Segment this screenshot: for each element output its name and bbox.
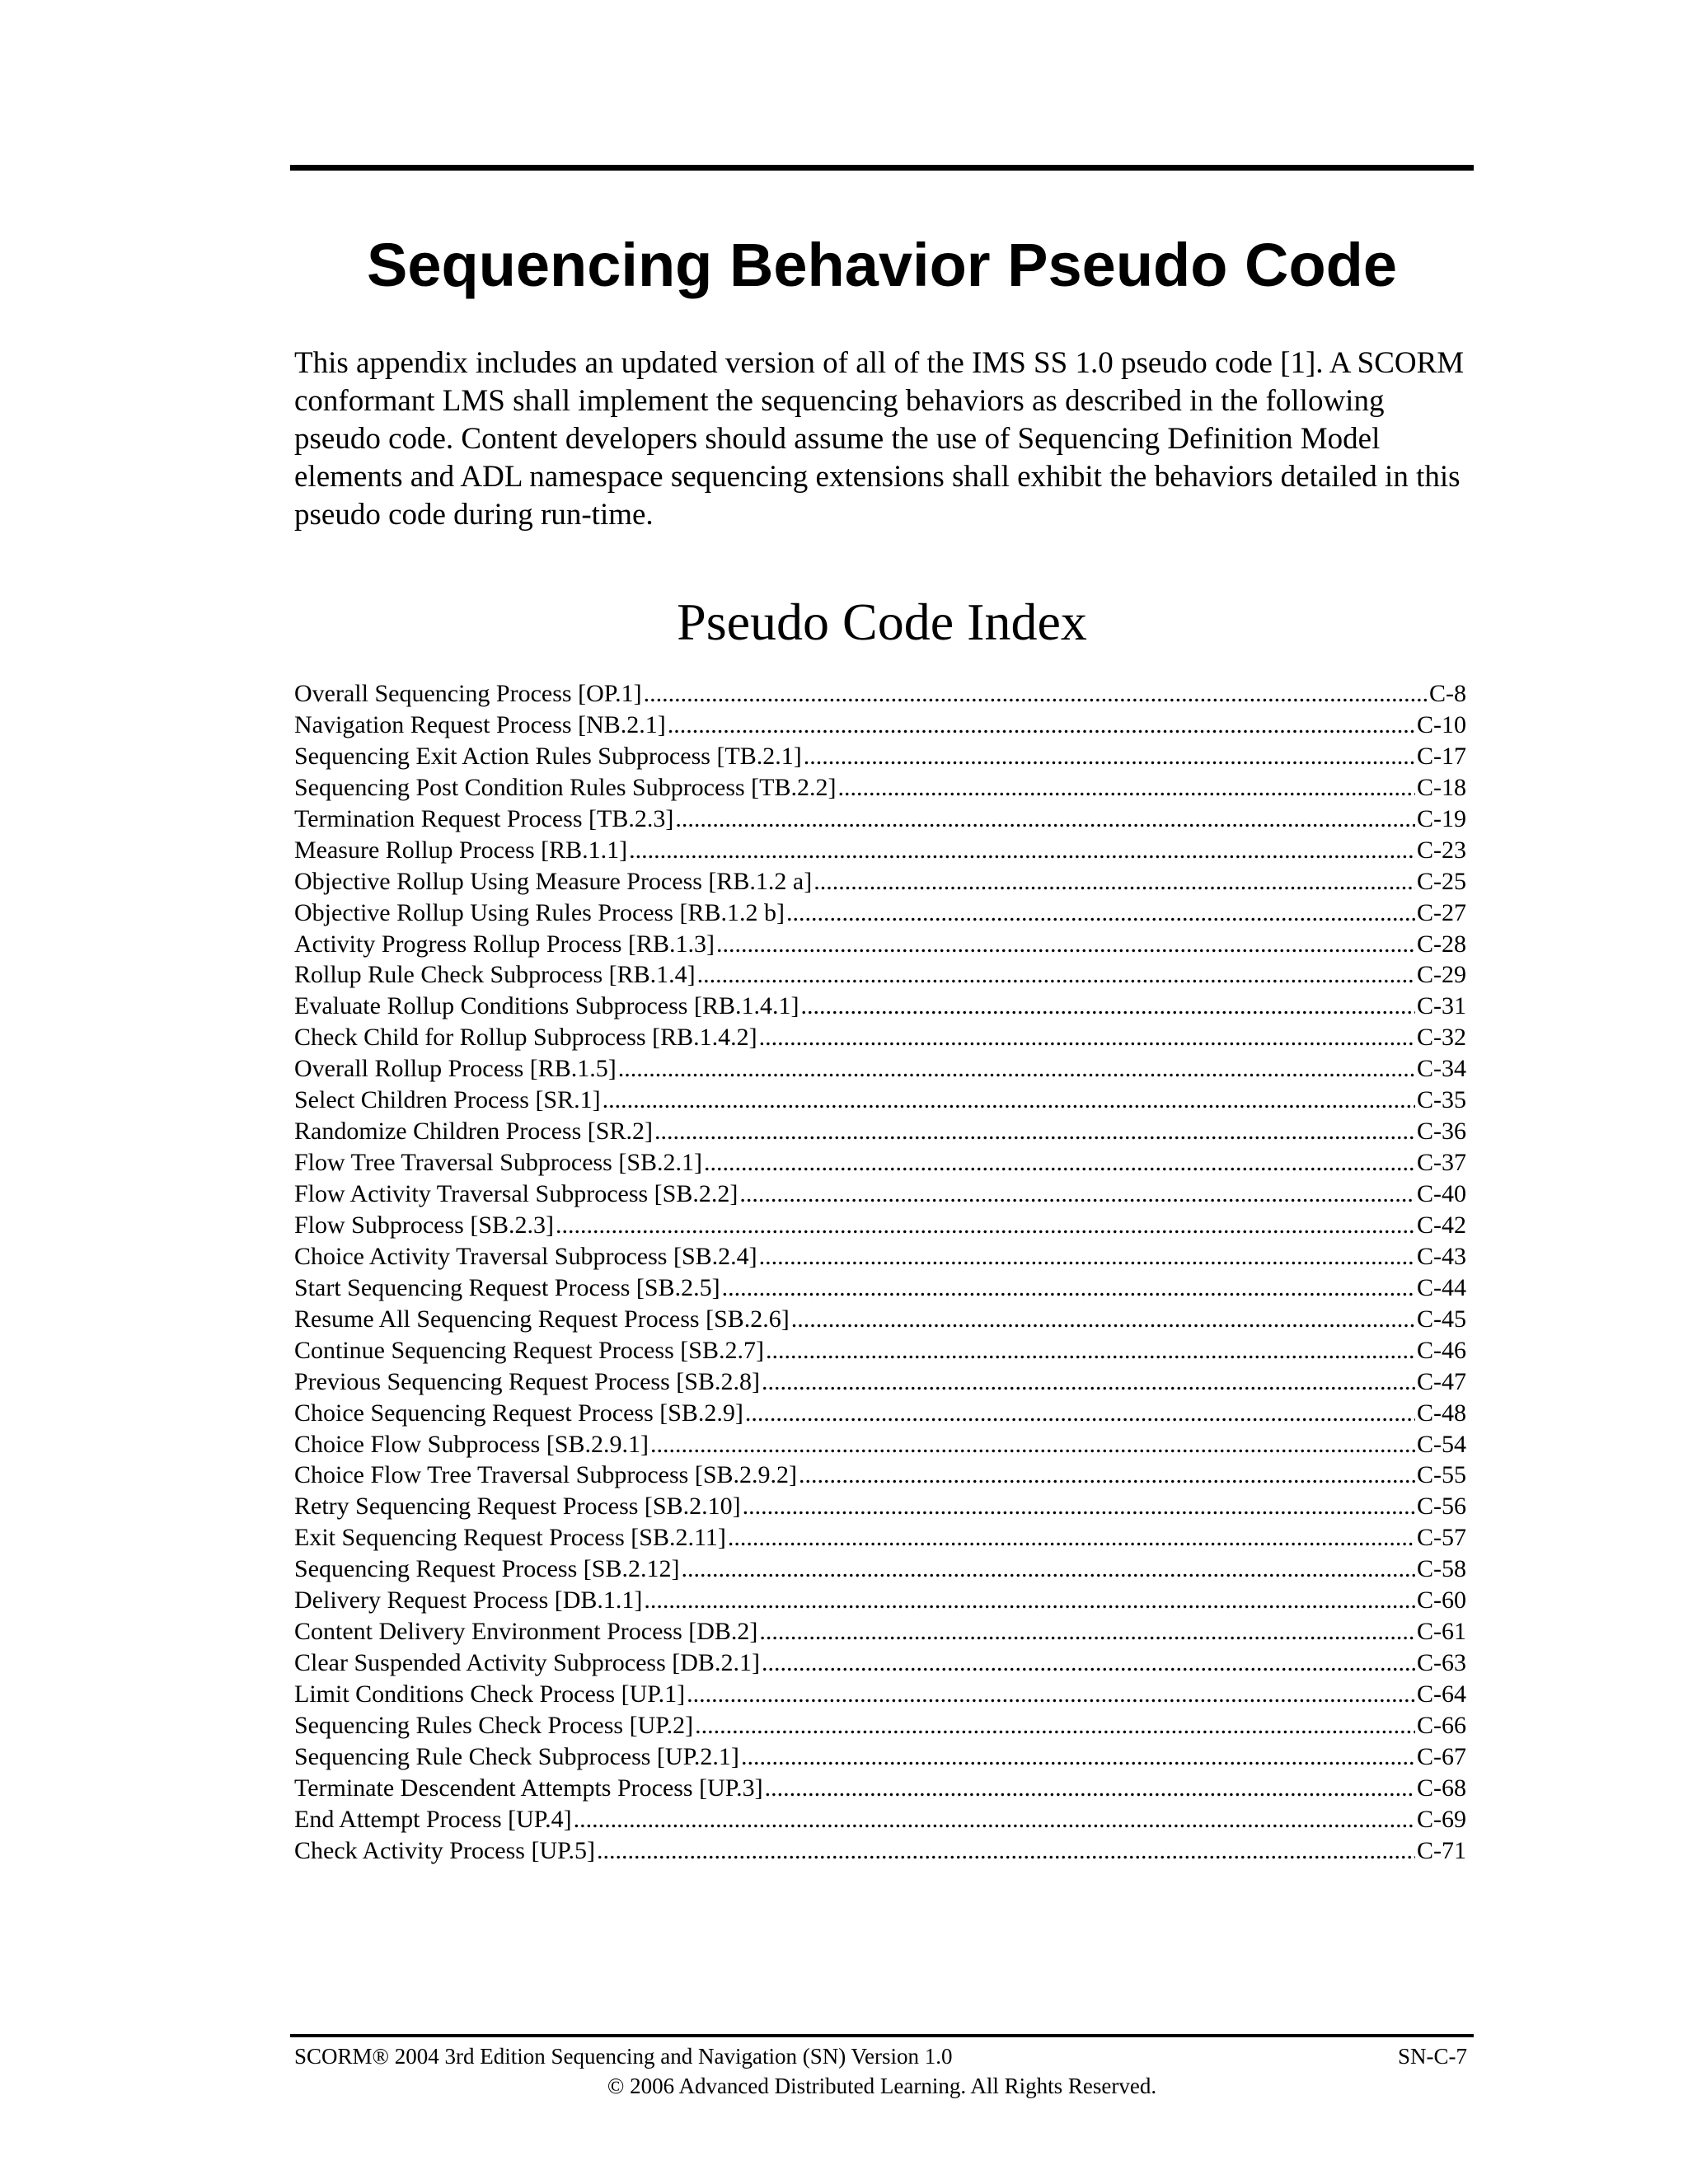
- toc-entry[interactable]: [294, 1022, 1466, 1053]
- toc-entry-title: Exit Sequencing Request Process [SB.2.11]: [294, 1524, 726, 1552]
- toc-entry-title: Retry Sequencing Request Process [SB.2.10]: [294, 1493, 741, 1521]
- toc-entry[interactable]: [294, 1429, 1466, 1460]
- toc-dot-leader: [668, 710, 1415, 741]
- toc-entry-page: C-54: [1417, 1430, 1466, 1458]
- toc-dot-leader: [800, 991, 1415, 1022]
- toc-dot-leader: [675, 804, 1415, 835]
- pseudo-code-index: [294, 678, 1466, 1867]
- toc-entry-title: Choice Flow Subprocess [SB.2.9.1]: [294, 1430, 649, 1458]
- toc-entry[interactable]: [294, 959, 1466, 991]
- toc-entry[interactable]: [294, 1241, 1466, 1272]
- toc-entry-title: Choice Flow Tree Traversal Subprocess [SB.2.9.2]: [294, 1461, 798, 1489]
- toc-entry-page: C-17: [1417, 742, 1466, 770]
- toc-entry-page: C-31: [1417, 992, 1466, 1020]
- toc-entry-title: Choice Activity Traversal Subprocess [SB.2.4]: [294, 1242, 757, 1270]
- toc-entry-title: Previous Sequencing Request Process [SB.2.8]: [294, 1367, 760, 1395]
- toc-dot-leader: [556, 1210, 1415, 1241]
- toc-entry-page: C-58: [1417, 1555, 1466, 1583]
- toc-entry[interactable]: [294, 1554, 1466, 1585]
- toc-entry[interactable]: [294, 1773, 1466, 1804]
- toc-entry-title: Sequencing Exit Action Rules Subprocess [TB.2.1]: [294, 742, 802, 770]
- toc-dot-leader: [799, 1460, 1415, 1491]
- toc-dot-leader: [739, 1179, 1415, 1210]
- toc-entry-title: Resume All Sequencing Request Process [SB.2.6]: [294, 1305, 790, 1333]
- toc-entry-title: Choice Sequencing Request Process [SB.2.9]: [294, 1399, 743, 1427]
- toc-entry-page: C-48: [1417, 1399, 1466, 1427]
- toc-dot-leader: [791, 1304, 1415, 1335]
- toc-entry-title: Clear Suspended Activity Subprocess [DB.2.1]: [294, 1649, 760, 1677]
- toc-entry[interactable]: [294, 804, 1466, 835]
- toc-entry-title: Evaluate Rollup Conditions Subprocess [RB.1.4.1]: [294, 992, 799, 1020]
- toc-entry-title: Check Child for Rollup Subprocess [RB.1.4.2]: [294, 1024, 757, 1052]
- toc-entry[interactable]: [294, 772, 1466, 804]
- toc-entry-page: C-36: [1417, 1118, 1466, 1146]
- toc-entry-title: Content Delivery Environment Process [DB.2]: [294, 1618, 758, 1646]
- toc-entry[interactable]: [294, 1335, 1466, 1366]
- toc-dot-leader: [814, 866, 1415, 898]
- toc-dot-leader: [704, 1147, 1415, 1179]
- toc-entry[interactable]: [294, 866, 1466, 898]
- toc-entry-page: C-34: [1417, 1055, 1466, 1083]
- toc-entry-title: Check Activity Process [UP.5]: [294, 1836, 595, 1864]
- toc-entry[interactable]: [294, 1741, 1466, 1773]
- toc-entry-title: Sequencing Rules Check Process [UP.2]: [294, 1711, 694, 1739]
- footer-page-number: SN-C-7: [1397, 2044, 1467, 2069]
- toc-entry-title: Sequencing Rule Check Subprocess [UP.2.1]: [294, 1742, 739, 1770]
- toc-dot-leader: [654, 1116, 1415, 1147]
- toc-entry-page: C-66: [1417, 1711, 1466, 1739]
- toc-entry-title: Flow Activity Traversal Subprocess [SB.2.2]: [294, 1180, 738, 1207]
- toc-dot-leader: [759, 1616, 1415, 1647]
- toc-dot-leader: [629, 835, 1415, 866]
- toc-dot-leader: [728, 1522, 1415, 1554]
- toc-entry-title: Delivery Request Process [DB.1.1]: [294, 1586, 643, 1615]
- toc-dot-leader: [597, 1835, 1415, 1867]
- toc-entry-page: C-67: [1417, 1742, 1466, 1770]
- toc-entry-title: End Attempt Process [UP.4]: [294, 1805, 572, 1833]
- footer-document-title: SCORM® 2004 3rd Edition Sequencing and Navigation (SN) Version 1.0: [294, 2044, 953, 2069]
- toc-dot-leader: [644, 678, 1428, 710]
- toc-entry-title: Rollup Rule Check Subprocess [RB.1.4]: [294, 961, 696, 989]
- toc-dot-leader: [837, 772, 1415, 804]
- toc-entry[interactable]: [294, 1179, 1466, 1210]
- toc-entry[interactable]: [294, 710, 1466, 741]
- top-rule: [290, 165, 1474, 171]
- toc-entry-title: Overall Sequencing Process [OP.1]: [294, 680, 642, 707]
- toc-entry-title: Termination Request Process [TB.2.3]: [294, 804, 674, 832]
- toc-dot-leader: [765, 1773, 1415, 1804]
- toc-dot-leader: [722, 1272, 1415, 1304]
- toc-entry-page: C-27: [1417, 898, 1466, 926]
- toc-entry[interactable]: [294, 1304, 1466, 1335]
- toc-dot-leader: [681, 1554, 1415, 1585]
- toc-dot-leader: [697, 959, 1415, 991]
- toc-dot-leader: [743, 1491, 1415, 1522]
- toc-entry[interactable]: [294, 1522, 1466, 1554]
- toc-entry-title: Start Sequencing Request Process [SB.2.5]: [294, 1273, 720, 1301]
- index-heading: Pseudo Code Index: [677, 593, 1087, 651]
- toc-entry-page: C-8: [1429, 680, 1466, 707]
- toc-entry[interactable]: [294, 1116, 1466, 1147]
- toc-entry[interactable]: [294, 1053, 1466, 1085]
- toc-dot-leader: [762, 1366, 1415, 1398]
- toc-entry-title: Randomize Children Process [SR.2]: [294, 1118, 653, 1146]
- toc-entry[interactable]: [294, 1272, 1466, 1304]
- toc-entry[interactable]: [294, 835, 1466, 866]
- toc-entry-page: C-44: [1417, 1273, 1466, 1301]
- toc-entry-page: C-63: [1417, 1649, 1466, 1677]
- toc-entry-page: C-61: [1417, 1618, 1466, 1646]
- toc-dot-leader: [804, 741, 1415, 772]
- toc-entry-page: C-56: [1417, 1493, 1466, 1521]
- toc-entry-page: C-37: [1417, 1149, 1466, 1177]
- toc-entry-title: Continue Sequencing Request Process [SB.2.7]: [294, 1336, 764, 1364]
- toc-entry-title: Measure Rollup Process [RB.1.1]: [294, 836, 628, 864]
- toc-dot-leader: [687, 1679, 1415, 1710]
- toc-entry[interactable]: [294, 1147, 1466, 1179]
- toc-dot-leader: [695, 1710, 1415, 1741]
- toc-entry-page: C-40: [1417, 1180, 1466, 1207]
- toc-dot-leader: [716, 929, 1415, 960]
- toc-entry-page: C-29: [1417, 961, 1466, 989]
- toc-entry[interactable]: [294, 741, 1466, 772]
- toc-entry-title: Objective Rollup Using Measure Process [RB.1.2 a]: [294, 867, 813, 895]
- toc-entry-title: Overall Rollup Process [RB.1.5]: [294, 1055, 617, 1083]
- toc-dot-leader: [618, 1053, 1415, 1085]
- toc-entry-page: C-19: [1417, 804, 1466, 832]
- toc-entry-page: C-43: [1417, 1242, 1466, 1270]
- toc-entry-title: Sequencing Request Process [SB.2.12]: [294, 1555, 680, 1583]
- toc-entry-page: C-46: [1417, 1336, 1466, 1364]
- toc-entry[interactable]: [294, 1085, 1466, 1116]
- toc-entry-page: C-71: [1417, 1836, 1466, 1864]
- toc-dot-leader: [762, 1647, 1415, 1679]
- toc-entry-page: C-45: [1417, 1305, 1466, 1333]
- toc-entry[interactable]: [294, 1647, 1466, 1679]
- toc-entry-title: Limit Conditions Check Process [UP.1]: [294, 1680, 686, 1708]
- toc-entry-page: C-32: [1417, 1024, 1466, 1052]
- footer-rule: [290, 2034, 1474, 2037]
- toc-entry[interactable]: [294, 1210, 1466, 1241]
- toc-dot-leader: [650, 1429, 1415, 1460]
- toc-entry[interactable]: [294, 898, 1466, 929]
- toc-entry[interactable]: [294, 1804, 1466, 1835]
- toc-entry-title: Select Children Process [SR.1]: [294, 1086, 601, 1114]
- toc-entry[interactable]: [294, 1366, 1466, 1398]
- toc-entry-page: C-69: [1417, 1805, 1466, 1833]
- toc-entry[interactable]: [294, 1679, 1466, 1710]
- toc-entry-page: C-28: [1417, 930, 1466, 958]
- toc-entry-title: Objective Rollup Using Rules Process [RB.1.2 b]: [294, 898, 785, 926]
- toc-entry-title: Sequencing Post Condition Rules Subprocess [TB.2.2]: [294, 773, 837, 801]
- toc-entry[interactable]: [294, 1710, 1466, 1741]
- toc-entry-page: C-10: [1417, 710, 1466, 738]
- intro-paragraph: This appendix includes an updated version of all of the IMS SS 1.0 pseudo code [1]. A SCORM conformant LMS shall implement the sequencing behaviors as described in the following pseudo code. Content developers should assume the use of Sequencing Definition Model elements and ADL namespace sequencing extensions shall exhibit the behaviors detailed in this pseudo code during run-time.: [294, 346, 1465, 532]
- toc-entry[interactable]: [294, 1585, 1466, 1616]
- toc-dot-leader: [603, 1085, 1415, 1116]
- footer-copyright: © 2006 Advanced Distributed Learning. All Rights Reserved.: [607, 2074, 1157, 2098]
- toc-entry-page: C-42: [1417, 1211, 1466, 1239]
- toc-dot-leader: [741, 1741, 1415, 1773]
- toc-entry-page: C-25: [1417, 867, 1466, 895]
- toc-entry-page: C-35: [1417, 1086, 1466, 1114]
- toc-entry[interactable]: [294, 991, 1466, 1022]
- toc-dot-leader: [644, 1585, 1415, 1616]
- toc-entry[interactable]: [294, 1491, 1466, 1522]
- toc-entry[interactable]: [294, 1398, 1466, 1429]
- toc-dot-leader: [759, 1241, 1415, 1272]
- page-title: Sequencing Behavior Pseudo Code: [366, 231, 1397, 299]
- toc-entry-title: Flow Tree Traversal Subprocess [SB.2.1]: [294, 1149, 703, 1177]
- toc-entry[interactable]: [294, 678, 1466, 710]
- toc-entry-page: C-60: [1417, 1586, 1466, 1615]
- toc-dot-leader: [745, 1398, 1415, 1429]
- toc-dot-leader: [766, 1335, 1415, 1366]
- toc-dot-leader: [786, 898, 1415, 929]
- toc-entry-page: C-18: [1417, 773, 1466, 801]
- toc-entry[interactable]: [294, 929, 1466, 960]
- toc-entry[interactable]: [294, 1616, 1466, 1647]
- toc-entry[interactable]: [294, 1460, 1466, 1491]
- toc-entry-title: Terminate Descendent Attempts Process [UP.3]: [294, 1774, 763, 1802]
- toc-entry-title: Flow Subprocess [SB.2.3]: [294, 1211, 555, 1239]
- toc-dot-leader: [759, 1022, 1415, 1053]
- toc-entry-page: C-57: [1417, 1524, 1466, 1552]
- toc-entry[interactable]: [294, 1835, 1466, 1867]
- toc-entry-title: Activity Progress Rollup Process [RB.1.3]: [294, 930, 715, 958]
- toc-entry-page: C-47: [1417, 1367, 1466, 1395]
- toc-dot-leader: [574, 1804, 1415, 1835]
- toc-entry-page: C-55: [1417, 1461, 1466, 1489]
- toc-entry-title: Navigation Request Process [NB.2.1]: [294, 710, 666, 738]
- toc-entry-page: C-23: [1417, 836, 1466, 864]
- toc-entry-page: C-64: [1417, 1680, 1466, 1708]
- toc-entry-page: C-68: [1417, 1774, 1466, 1802]
